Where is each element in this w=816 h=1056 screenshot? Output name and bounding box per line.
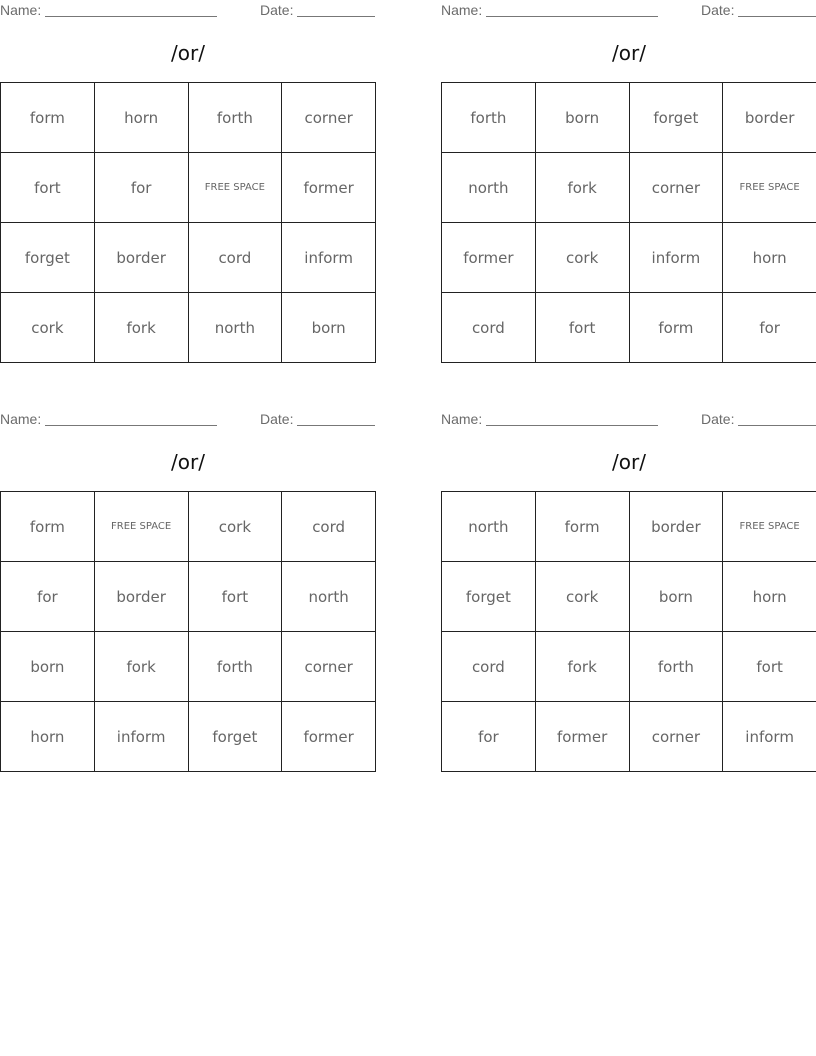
bingo-card-2 xyxy=(441,0,816,366)
grid-cell[interactable]: cord xyxy=(282,492,376,562)
date-label: Date: xyxy=(260,2,294,18)
grid-cell[interactable]: inform xyxy=(629,223,723,293)
free-space-cell[interactable]: FREE SPACE xyxy=(723,492,816,562)
grid-cell[interactable]: for xyxy=(442,702,536,772)
bingo-card-4 xyxy=(441,409,816,775)
free-space-cell[interactable]: FREE SPACE xyxy=(188,153,282,223)
grid-row xyxy=(1,562,376,632)
grid-cell[interactable]: inform xyxy=(282,223,376,293)
grid-cell[interactable]: forth xyxy=(188,83,282,153)
date-label: Date: xyxy=(701,411,735,427)
grid-cell[interactable]: cork xyxy=(1,293,95,363)
grid-cell[interactable]: cork xyxy=(535,223,629,293)
card-title: /or/ xyxy=(171,450,205,474)
grid-row xyxy=(1,83,376,153)
grid-cell[interactable]: cord xyxy=(188,223,282,293)
grid-cell[interactable]: border xyxy=(629,492,723,562)
grid-row xyxy=(442,492,816,562)
card-header xyxy=(441,2,816,20)
name-field-line[interactable] xyxy=(486,16,658,17)
grid-cell[interactable]: fork xyxy=(535,632,629,702)
grid-cell[interactable]: fork xyxy=(94,293,188,363)
bingo-grid xyxy=(0,491,376,772)
name-label: Name: xyxy=(441,411,483,427)
grid-cell[interactable]: fork xyxy=(94,632,188,702)
grid-cell[interactable]: inform xyxy=(94,702,188,772)
grid-cell[interactable]: forth xyxy=(188,632,282,702)
grid-cell[interactable]: horn xyxy=(94,83,188,153)
grid-row xyxy=(1,223,376,293)
grid-cell[interactable]: born xyxy=(629,562,723,632)
grid-cell[interactable]: horn xyxy=(723,562,816,632)
card-header xyxy=(0,2,376,20)
grid-row xyxy=(442,632,816,702)
grid-cell[interactable]: born xyxy=(1,632,95,702)
grid-cell[interactable]: cord xyxy=(442,293,536,363)
grid-cell[interactable]: for xyxy=(723,293,816,363)
grid-cell[interactable]: border xyxy=(723,83,816,153)
grid-cell[interactable]: former xyxy=(282,153,376,223)
name-field-line[interactable] xyxy=(45,16,217,17)
grid-row xyxy=(1,632,376,702)
grid-cell[interactable]: cork xyxy=(188,492,282,562)
date-field-line[interactable] xyxy=(297,425,375,426)
grid-cell[interactable]: forget xyxy=(442,562,536,632)
grid-cell[interactable]: forth xyxy=(442,83,536,153)
card-header xyxy=(0,411,376,429)
grid-cell[interactable]: fort xyxy=(1,153,95,223)
free-space-cell[interactable]: FREE SPACE xyxy=(723,153,816,223)
grid-cell[interactable]: horn xyxy=(723,223,816,293)
grid-cell[interactable]: corner xyxy=(282,83,376,153)
name-label: Name: xyxy=(0,2,42,18)
grid-row xyxy=(1,153,376,223)
grid-cell[interactable]: inform xyxy=(723,702,816,772)
grid-cell[interactable]: cord xyxy=(442,632,536,702)
grid-row xyxy=(1,702,376,772)
grid-cell[interactable]: fort xyxy=(535,293,629,363)
card-header xyxy=(441,411,816,429)
grid-cell[interactable]: fort xyxy=(723,632,816,702)
grid-row xyxy=(1,293,376,363)
free-space-cell[interactable]: FREE SPACE xyxy=(94,492,188,562)
date-field-line[interactable] xyxy=(297,16,375,17)
grid-row xyxy=(442,562,816,632)
card-title: /or/ xyxy=(171,41,205,65)
grid-cell[interactable]: born xyxy=(282,293,376,363)
grid-cell[interactable]: corner xyxy=(629,702,723,772)
name-field-line[interactable] xyxy=(486,425,658,426)
grid-cell[interactable]: fork xyxy=(535,153,629,223)
grid-cell[interactable]: form xyxy=(1,492,95,562)
grid-row xyxy=(442,83,816,153)
grid-cell[interactable]: corner xyxy=(629,153,723,223)
grid-row xyxy=(1,492,376,562)
grid-cell[interactable]: border xyxy=(94,223,188,293)
grid-cell[interactable]: forth xyxy=(629,632,723,702)
grid-cell[interactable]: horn xyxy=(1,702,95,772)
grid-cell[interactable]: for xyxy=(94,153,188,223)
grid-cell[interactable]: for xyxy=(1,562,95,632)
date-field-line[interactable] xyxy=(738,425,816,426)
grid-cell[interactable]: cork xyxy=(535,562,629,632)
grid-cell[interactable]: form xyxy=(535,492,629,562)
grid-cell[interactable]: form xyxy=(629,293,723,363)
grid-row xyxy=(442,702,816,772)
name-label: Name: xyxy=(0,411,42,427)
card-title: /or/ xyxy=(612,450,646,474)
date-field-line[interactable] xyxy=(738,16,816,17)
grid-cell[interactable]: north xyxy=(442,153,536,223)
grid-cell[interactable]: forget xyxy=(1,223,95,293)
grid-cell[interactable]: north xyxy=(188,293,282,363)
grid-cell[interactable]: north xyxy=(442,492,536,562)
name-field-line[interactable] xyxy=(45,425,217,426)
grid-row xyxy=(442,293,816,363)
bingo-card-1 xyxy=(0,0,376,366)
date-label: Date: xyxy=(701,2,735,18)
grid-cell[interactable]: forget xyxy=(629,83,723,153)
bingo-grid xyxy=(0,82,376,363)
grid-row xyxy=(442,223,816,293)
grid-cell[interactable]: form xyxy=(1,83,95,153)
bingo-card-3 xyxy=(0,409,376,775)
grid-cell[interactable]: former xyxy=(442,223,536,293)
grid-cell[interactable]: forget xyxy=(188,702,282,772)
grid-cell[interactable]: former xyxy=(535,702,629,772)
grid-cell[interactable]: former xyxy=(282,702,376,772)
grid-cell[interactable]: fort xyxy=(188,562,282,632)
bingo-grid xyxy=(441,82,816,363)
grid-cell[interactable]: north xyxy=(282,562,376,632)
date-label: Date: xyxy=(260,411,294,427)
card-title: /or/ xyxy=(612,41,646,65)
name-label: Name: xyxy=(441,2,483,18)
grid-row xyxy=(442,153,816,223)
grid-cell[interactable]: born xyxy=(535,83,629,153)
grid-cell[interactable]: corner xyxy=(282,632,376,702)
grid-cell[interactable]: border xyxy=(94,562,188,632)
bingo-grid xyxy=(441,491,816,772)
